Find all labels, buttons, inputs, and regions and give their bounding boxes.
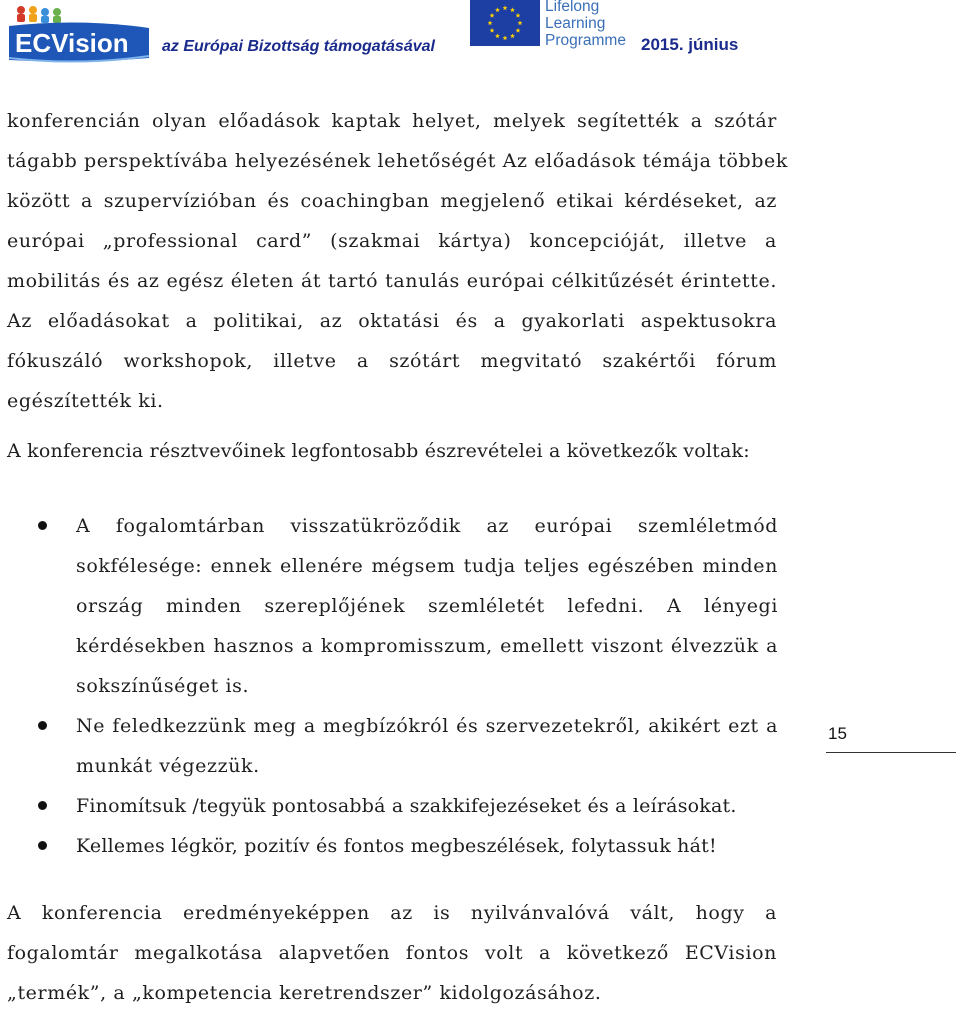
text-line: európai „professional card” (szakmai kártya) koncepcióját, illetve a (7, 230, 777, 252)
text-line: Az előadásokat a politikai, az oktatási és a gyakorlati aspektusokra (7, 310, 777, 332)
observations-list (38, 506, 778, 866)
eu-flag-icon (470, 0, 540, 46)
text-line: ország minden szereplőjének szemléletét lefedni. A lényegi (76, 595, 778, 617)
text-line: között a szupervízióban és coachingban megjelenő etikai kérdéseket, az (7, 190, 777, 212)
llp-line: Lifelong (545, 0, 600, 15)
text-line: tágabb perspektívába helyezésének lehetőségét Az előadások témája többek (7, 150, 788, 172)
list-item (38, 826, 778, 866)
llp-line: Programme (545, 32, 626, 49)
text-line: sokfélesége: ennek ellenére mégsem tudja teljes egészében minden (76, 555, 778, 577)
page-number: 15 (828, 724, 847, 743)
page-number-rule (826, 752, 956, 753)
bullet-icon (38, 841, 47, 850)
ecvision-logo (5, 4, 153, 64)
text-line: fókuszáló workshopok, illetve a szótárt megvitató szakértői fórum (7, 350, 777, 372)
llp-line: Learning (545, 15, 606, 32)
support-text: az Európai Bizottság támogatásával (162, 38, 435, 55)
paragraph-main (7, 101, 788, 471)
list-item (38, 786, 778, 826)
text-line: munkát végezzük. (76, 755, 260, 777)
list-item (38, 706, 778, 786)
bullet-icon (38, 801, 47, 810)
intro-line: A konferencia résztvevőinek legfontosabb észrevételei a következők voltak: (7, 440, 750, 462)
text-line: fogalomtár megalkotása alapvetően fontos volt a következő ECVision (7, 942, 777, 964)
list-item (38, 506, 778, 706)
text-line: egészítették ki. (7, 390, 164, 412)
text-line: „termék”, a „kompetencia keretrendszer” kidolgozásához. (7, 982, 602, 1004)
text-line: A fogalomtárban visszatükröződik az európai szemléletmód (76, 515, 778, 537)
text-line: konferencián olyan előadások kaptak helyet, melyek segítették a szótár (7, 110, 777, 132)
text-line: Ne feledkezzünk meg a megbízókról és szervezetekről, akikért ezt a (76, 715, 778, 737)
text-line: sokszínűséget is. (76, 675, 250, 697)
header-date: 2015. június (641, 35, 739, 54)
bullet-icon (38, 521, 47, 530)
text-line: Finomítsuk /tegyük pontosabbá a szakkifejezéseket és a leírásokat. (76, 795, 737, 817)
bullet-icon (38, 721, 47, 730)
text-line: mobilitás és az egész életen át tartó tanulás európai célkitűzését érintette. (7, 270, 777, 292)
paragraph-closing (7, 893, 777, 1013)
logo-text: ECVision (15, 28, 129, 58)
text-line: Kellemes légkör, pozitív és fontos megbeszélések, folytassuk hát! (76, 835, 717, 857)
text-line: kérdésekben hasznos a kompromisszum, emellett viszont élvezzük a (76, 635, 778, 657)
page-header (0, 0, 960, 80)
text-line: A konferencia eredményeképpen az is nyilvánvalóvá vált, hogy a (7, 902, 777, 924)
llp-logo-text (545, 0, 626, 49)
